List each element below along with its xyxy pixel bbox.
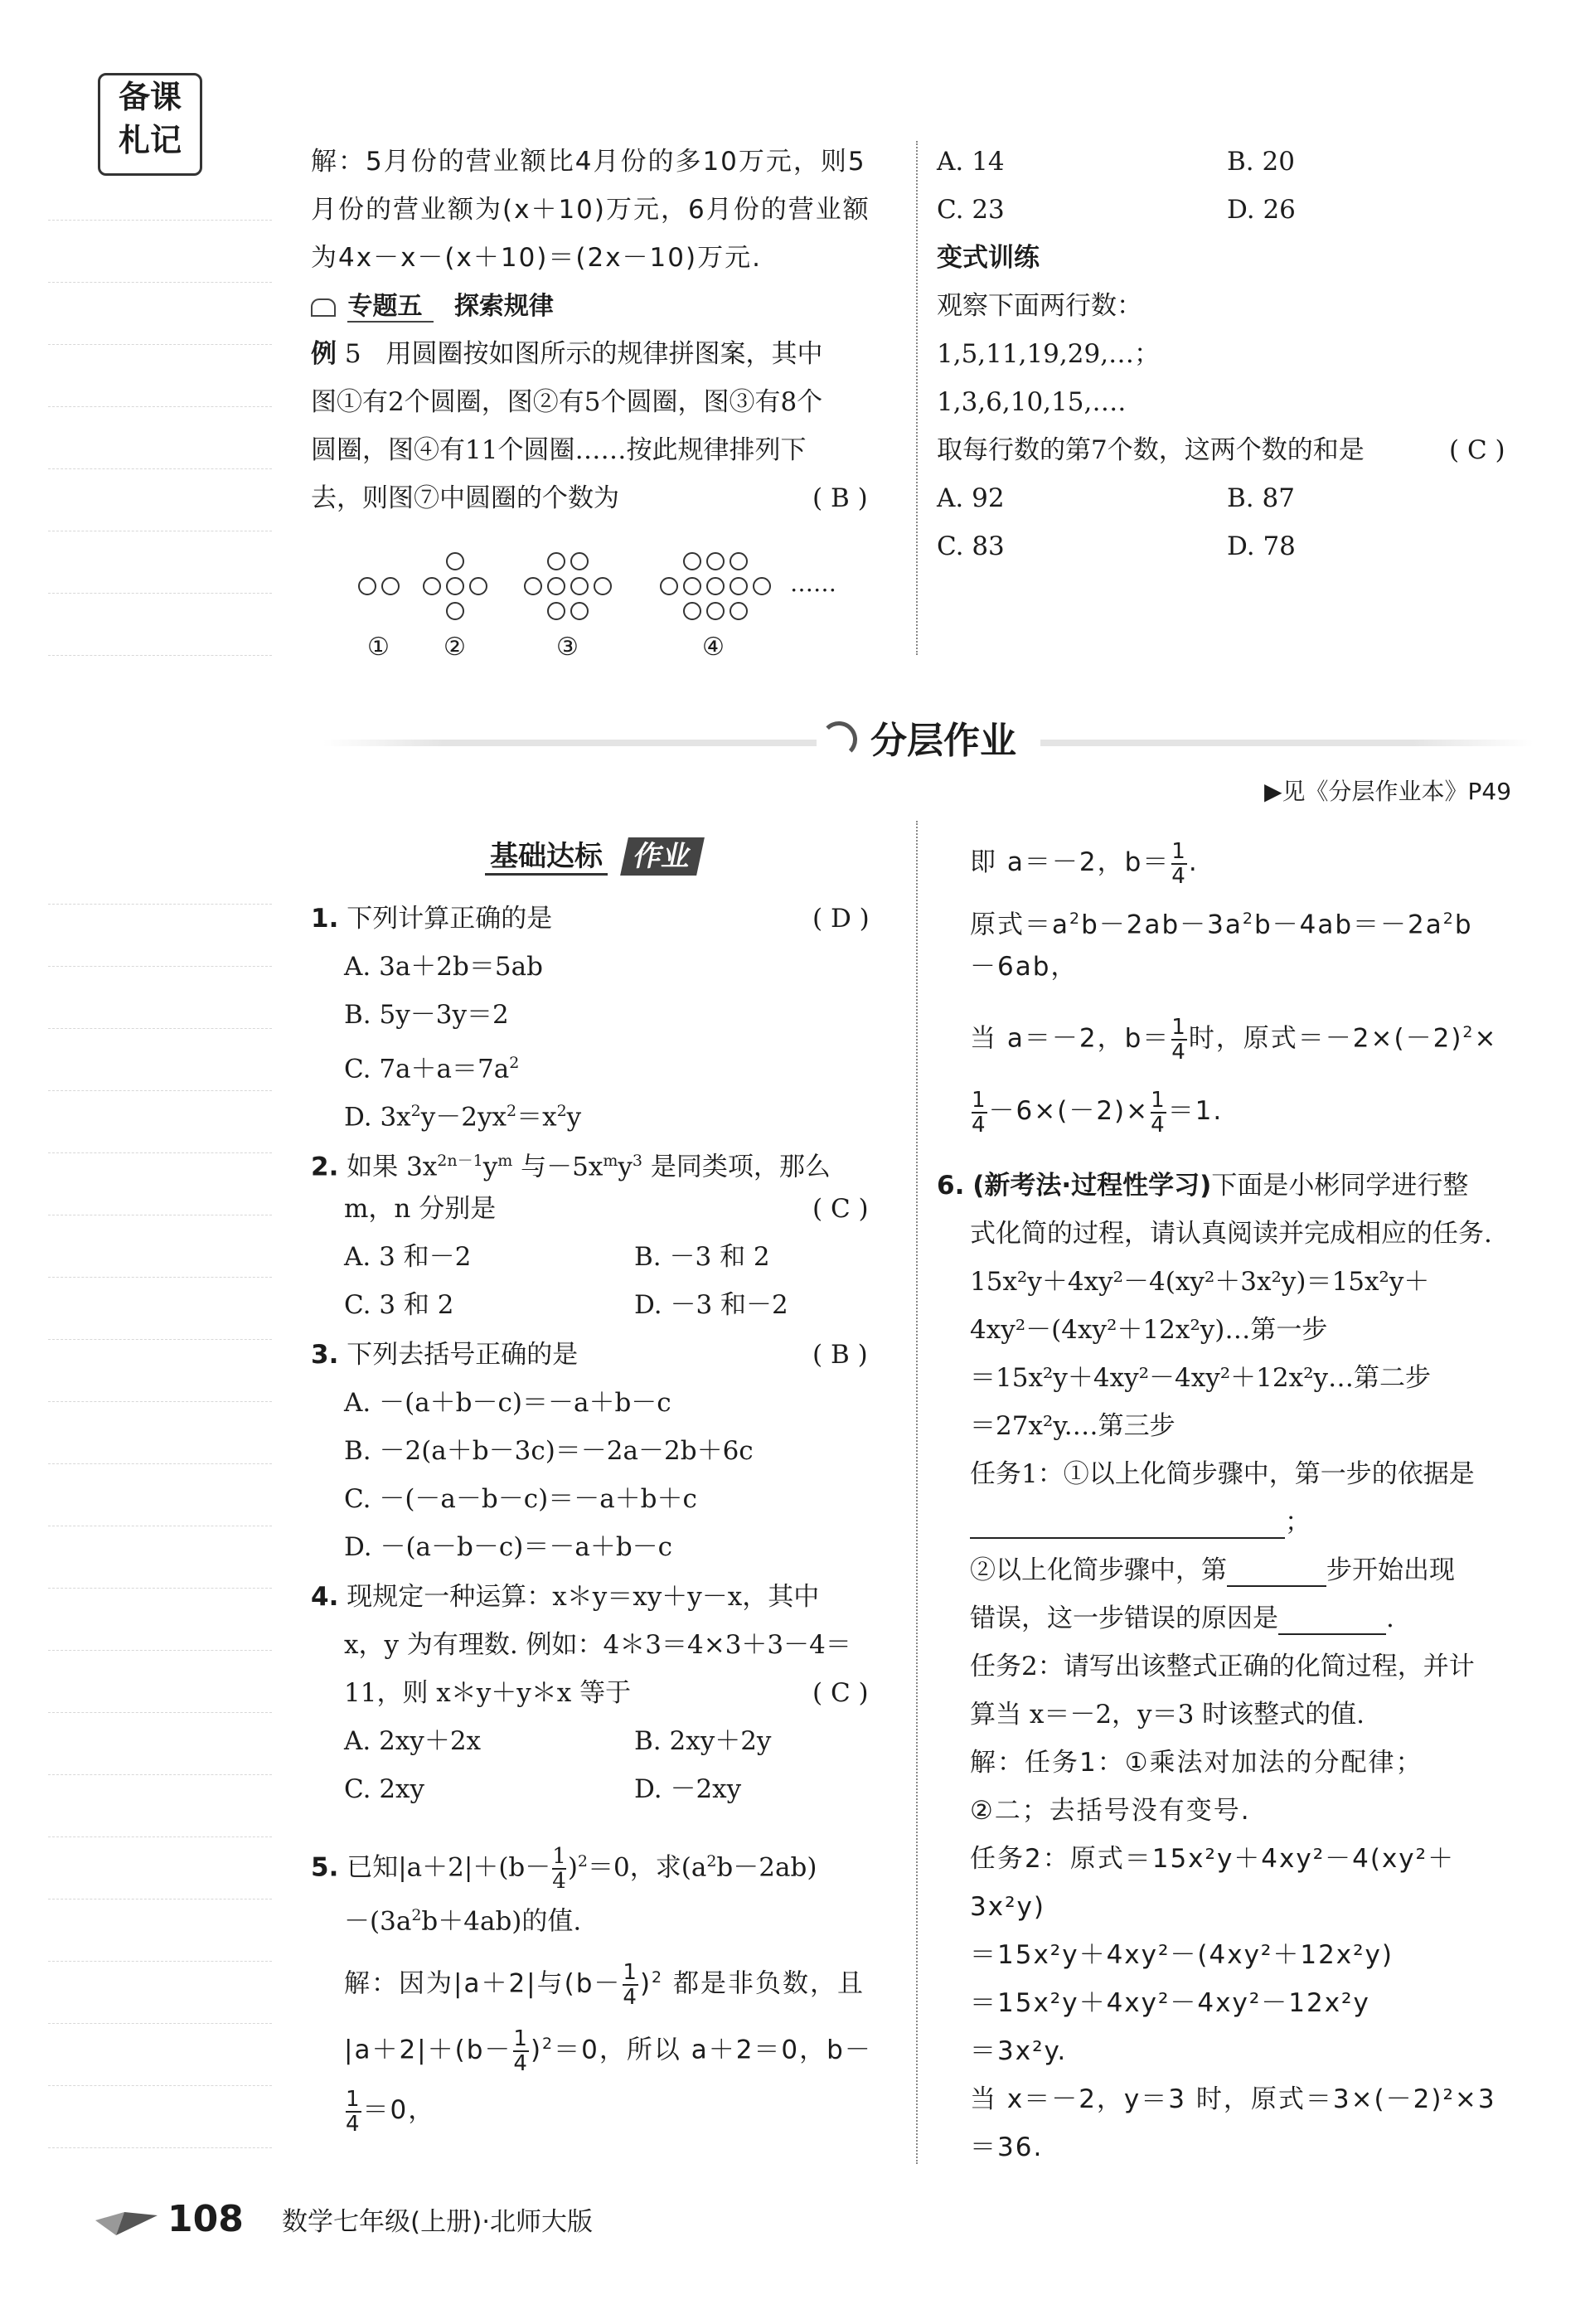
text-line: x，y 为有理数. 例如：4＊3＝4×3＋3－4＝ — [344, 1630, 851, 1660]
option: D. －2xy — [634, 1774, 742, 1804]
task-line: 任务2：请写出该整式正确的化简过程，并计 — [970, 1652, 1475, 1681]
page-number: 108 — [167, 2198, 244, 2240]
step-line: 4xy²－(4xy²＋12x²y)…第一步 — [970, 1315, 1328, 1345]
option: D. 26 — [1227, 195, 1296, 225]
task-line: ； — [970, 1506, 1311, 1539]
solution-line: 原式$=a^2b-2ab-3a^2b-4ab=-2a^2b$ — [970, 910, 1473, 940]
text-line: 月份的营业额为(x＋10)万元，6月份的营业额 — [311, 195, 870, 225]
option: B. 20 — [1227, 147, 1295, 177]
solution-line: ＝15x²y＋4xy²－4xy²－12x²y — [970, 1988, 1370, 2018]
stamp-line-2: 札记 — [118, 122, 182, 158]
figure-label: ③ — [556, 633, 579, 662]
answer: ( C ) — [1449, 435, 1505, 465]
stamp-line-1: 备课 — [118, 79, 182, 115]
step-line: 15x²y＋4xy²－4(xy²＋3x²y)＝15x²y＋ — [970, 1267, 1430, 1297]
text-line: 为4x－x－(x＋10)＝(2x－10)万元. — [311, 243, 762, 273]
solution-line: |a＋2|＋(b－ $\frac{1}{4}$ )$^2$＝0，所以 a＋2＝0，b－ — [344, 2026, 872, 2076]
figure-label: ① — [367, 633, 390, 662]
solution-line: ＝36. — [970, 2132, 1044, 2162]
topic-title: 探索规律 — [453, 292, 554, 321]
option: D. －3 和－2 — [634, 1290, 788, 1320]
option: D. －(a－b－c)＝－a＋b－c — [344, 1532, 673, 1562]
task-line: 任务1：①以上化简步骤中，第一步的依据是 — [970, 1459, 1475, 1489]
section-banner — [307, 713, 1550, 771]
option: C. －(－a－b－c)＝－a＋b＋c — [344, 1484, 697, 1514]
text-line: 解：5月份的营业额比4月份的多10万元，则5 — [311, 147, 866, 177]
example-header — [311, 337, 822, 371]
section-icon — [821, 721, 857, 758]
question-text: 下列计算正确的是 — [347, 904, 553, 934]
answer: ( B ) — [812, 1340, 868, 1370]
step-line: ＝15x²y＋4xy²－4xy²＋12x²y…第二步 — [970, 1363, 1432, 1393]
solution-line: 任务2：原式＝15x²y＋4xy²－4(xy²＋ — [970, 1844, 1456, 1874]
solution-line: ②二；去括号没有变号. — [970, 1796, 1251, 1826]
task-line: ②以上化简步骤中，第 步开始出现 — [970, 1555, 1455, 1585]
answer-blank[interactable] — [970, 1512, 1285, 1539]
solution-line: ＝15x²y＋4xy²－(4xy²＋12x²y) — [970, 1940, 1394, 1970]
text-line: 11，则 x＊y＋y＊x 等于 — [344, 1678, 632, 1708]
solution-line: 解：因为|a＋2|与(b－ $\frac{1}{4}$ )$^2$ 都是非负数，且 — [344, 1959, 865, 2010]
text-line: 去，则图⑦中圆圈的个数为 — [311, 483, 619, 513]
option: C. 23 — [937, 195, 1005, 225]
option: B. －3 和 2 — [634, 1242, 770, 1272]
book-title: 数学七年级(上册)·北师大版 — [282, 2207, 594, 2237]
topic-tag — [311, 290, 554, 323]
figure-label: ④ — [702, 633, 725, 662]
question-6: 6. (新考法·过程性学习)下面是小彬同学进行整 — [937, 1171, 1469, 1201]
solution-line: $\frac{1}{4}$ －6×(－2)× $\frac{1}{4}$ ＝1. — [972, 1087, 1224, 1138]
option: A. 3 和－2 — [344, 1242, 472, 1272]
question-2: 2. 如果 $3x^{2n-1}y^m$ 与$-5x^my^3$ 是同类项，那么 — [311, 1152, 831, 1182]
sub-section-tag: 作业 — [620, 837, 705, 876]
option: A. －(a＋b－c)＝－a＋b－c — [344, 1388, 671, 1418]
sub-section-title: 基础达标 — [485, 840, 608, 876]
section-title: 分层作业 — [870, 720, 1016, 762]
figure-label: ② — [444, 633, 466, 662]
solution-line: －6ab， — [970, 952, 1079, 982]
text-line: 1,5,11,19,29,…； — [937, 339, 1161, 369]
text-line: 图①有2个圆圈，图②有5个圆圈，图③有8个 — [311, 387, 823, 417]
text-line: 观察下面两行数： — [937, 291, 1142, 321]
variant-title: 变式训练 — [937, 243, 1040, 273]
solution-line: 当 a＝－2，b＝ $\frac{1}{4}$ 时，原式$=-2\times(-2)^2\times$ — [970, 1014, 1498, 1065]
answer: ( B ) — [812, 483, 868, 513]
answer-blank[interactable] — [1227, 1560, 1326, 1587]
option: C. $7a+a=7a^2$ — [344, 1054, 520, 1084]
option: A. 2xy＋2x — [344, 1726, 482, 1756]
text-line: 圆圈，图④有11个圆圈……按此规律排列下 — [311, 435, 807, 465]
example-text: 用圆圈按如图所示的规律拼图案，其中 — [385, 339, 823, 369]
answer: ( C ) — [812, 1678, 869, 1708]
answer: ( C ) — [812, 1194, 869, 1224]
option: B. 87 — [1227, 483, 1295, 513]
question-4: 4. 现规定一种运算：x＊y＝xy＋y－x，其中 — [311, 1582, 820, 1612]
option: B. 5y－3y＝2 — [344, 1000, 509, 1030]
answer-blank[interactable] — [1278, 1608, 1386, 1635]
sub-section-header — [485, 837, 700, 876]
solution-line: 即 a＝－2，b＝ $\frac{1}{4}$ . — [970, 838, 1199, 889]
answer: ( D ) — [812, 904, 870, 934]
text-line: 1,3,6,10,15,…. — [937, 387, 1127, 417]
option: B. －2(a＋b－3c)＝－2a－2b＋6c — [344, 1436, 754, 1466]
text-line: $-(3a^2b+4ab)$的值. — [344, 1906, 582, 1937]
page — [25, 25, 1565, 2297]
text-line: 式化简的过程，请认真阅读并完成相应的任务. — [970, 1219, 1492, 1249]
circle-pattern-figure — [327, 535, 908, 667]
task-line: 算当 x＝－2，y＝3 时该整式的值. — [970, 1700, 1365, 1730]
question-1 — [311, 902, 552, 935]
option: D. $3x^2y-2yx^2=x^2y$ — [344, 1102, 582, 1133]
solution-line: ＝3x²y. — [970, 2036, 1068, 2066]
solution-line: 3x²y) — [970, 1892, 1045, 1922]
step-line: ＝27x²y.…第三步 — [970, 1411, 1176, 1441]
option: C. 83 — [937, 531, 1005, 561]
topic-number: 专题五 — [347, 292, 434, 323]
text-line: 取每行数的第7个数，这两个数的和是 — [937, 435, 1365, 465]
text-line: m，n 分别是 — [344, 1194, 497, 1224]
example-number: 5 — [344, 339, 361, 369]
section-reference: ▶见《分层作业本》P49 — [1264, 778, 1512, 805]
footer-decoration — [91, 2204, 166, 2237]
question-number: 1. — [311, 904, 339, 934]
option: A. 92 — [937, 483, 1005, 513]
question-5: 5. 已知|a＋2|＋(b－ $\frac{1}{4}$ )$^2$＝0，求$(a^2b-2ab)$ — [311, 1843, 817, 1894]
option: A. 14 — [937, 147, 1005, 177]
option: A. 3a＋2b＝5ab — [344, 952, 543, 982]
option: D. 78 — [1227, 531, 1296, 561]
option: C. 2xy — [344, 1774, 425, 1804]
option: B. 2xy＋2y — [634, 1726, 772, 1756]
solution-line: $\frac{1}{4}$ ＝0， — [346, 2086, 436, 2137]
example-label: 例 — [311, 339, 337, 369]
task-line: 错误，这一步错误的原因是 . — [970, 1604, 1394, 1633]
question-3: 3. 下列去括号正确的是 — [311, 1340, 579, 1370]
solution-line: 当 x＝－2，y＝3 时，原式＝3×(－2)²×3 — [970, 2084, 1496, 2114]
question-tag: (新考法·过程性学习) — [972, 1171, 1212, 1201]
solution-line: 解：任务1：①乘法对加法的分配律； — [970, 1748, 1423, 1778]
figure-ellipsis: …… — [790, 570, 836, 597]
option: C. 3 和 2 — [344, 1290, 454, 1320]
notes-stamp — [98, 73, 202, 176]
